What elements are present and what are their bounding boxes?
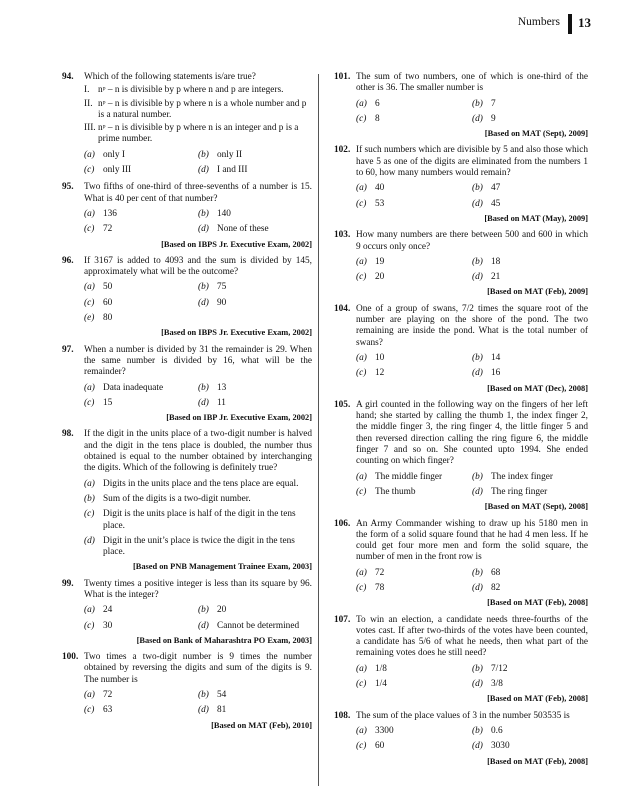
answer-option — [198, 621, 312, 632]
statement-item — [84, 85, 312, 96]
option-text: Data inadequate — [103, 382, 164, 393]
option-letter: (d) — [84, 535, 95, 546]
answer-option — [198, 690, 312, 701]
option-text: Sum of the digits is a two-digit number. — [103, 493, 251, 504]
answer-option — [472, 472, 588, 483]
answer-option — [472, 568, 588, 579]
answer-option — [198, 282, 312, 293]
option-letter: (a) — [356, 98, 367, 109]
option-text: 3300 — [375, 725, 394, 736]
answer-option — [356, 99, 472, 110]
answer-option — [356, 472, 472, 483]
option-text: 30 — [103, 620, 113, 631]
statement-text: nᵖ – n is divisible by p where n is an integer and p is a prime number. — [98, 123, 299, 145]
option-text: 6 — [375, 98, 380, 109]
answer-option — [472, 726, 588, 737]
answer-option — [472, 272, 588, 283]
question-block — [334, 615, 588, 705]
question-text: Two fifths of one-third of three-sevenths of a number is 15. What is 40 per cent of that number? — [84, 182, 312, 204]
option-letter: (a) — [84, 208, 95, 219]
option-letter: (d) — [198, 397, 209, 408]
option-text: 10 — [375, 352, 385, 363]
answer-option — [472, 257, 588, 268]
answer-option — [84, 224, 198, 235]
option-letter: (b) — [198, 690, 209, 701]
question-text: The sum of two numbers, one of which is one-third of the other is 36. The smaller number is — [356, 72, 588, 94]
answer-option — [356, 568, 472, 579]
option-text: 8 — [375, 113, 380, 124]
option-letter: (d) — [198, 165, 209, 176]
answer-option — [84, 383, 198, 394]
question-text: The sum of the place values of 3 in the number 503535 is — [356, 710, 570, 721]
question-text: Two times a two-digit number is 9 times the number obtained by reversing the digits and sum of the digits is 9. The number is — [84, 652, 312, 685]
option-text: 60 — [103, 297, 113, 308]
option-text: The ring finger — [491, 486, 548, 497]
answer-option — [84, 479, 312, 490]
option-text: 19 — [375, 256, 385, 267]
source-citation: [Based on MAT (Feb), 2008] — [487, 598, 588, 608]
answer-option — [84, 605, 198, 616]
option-text: I and III — [217, 165, 248, 176]
option-letter: (b) — [472, 471, 483, 482]
options-list — [356, 568, 588, 595]
answer-option — [472, 99, 588, 110]
question-block — [334, 400, 588, 513]
header-separator-bar — [568, 14, 572, 34]
question-block — [334, 711, 588, 767]
option-text: 60 — [375, 741, 385, 752]
answer-option — [84, 313, 198, 324]
option-text: only II — [217, 149, 243, 160]
option-letter: (b) — [472, 725, 483, 736]
option-letter: (b) — [472, 352, 483, 363]
answer-option — [356, 679, 472, 690]
statement-numeral: III. — [84, 123, 96, 134]
options-list — [84, 209, 312, 236]
option-text: 53 — [375, 198, 385, 209]
option-letter: (c) — [84, 165, 95, 176]
source-citation: [Based on IBPS Jr. Executive Exam, 2002] — [161, 239, 312, 249]
question-text: If such numbers which are divisible by 5 and also those which have 5 as one of the digits are eliminated from the numbers 1 to 60, how many numbers would remain? — [356, 145, 588, 179]
question-text: How many numbers are there between 500 and 600 in which 9 occurs only once? — [356, 230, 588, 252]
answer-option — [84, 282, 198, 293]
source-citation: [Based on PNB Management Trainee Exam, 2003] — [132, 562, 312, 572]
answer-option — [472, 114, 588, 125]
option-text: The index finger — [491, 471, 553, 482]
question-block — [334, 72, 588, 139]
option-letter: (d) — [472, 113, 483, 124]
option-letter: (c) — [356, 113, 367, 124]
option-text: 3/8 — [491, 679, 503, 690]
statement-numeral: II. — [84, 98, 93, 109]
option-text: 78 — [375, 582, 385, 593]
options-list — [356, 99, 588, 126]
source-citation: [Based on MAT (Dec), 2008] — [487, 383, 588, 393]
option-letter: (a) — [84, 382, 95, 393]
option-text: 82 — [491, 582, 501, 593]
question-text: Which of the following statements is/are true? — [84, 72, 256, 82]
option-letter: (b) — [84, 493, 95, 504]
option-letter: (b) — [472, 663, 483, 674]
answer-option — [472, 741, 588, 752]
option-letter: (a) — [356, 725, 367, 736]
left-column — [62, 72, 312, 737]
option-letter: (c) — [356, 679, 367, 690]
question-number: 105. — [334, 399, 351, 410]
question-number: 99. — [62, 578, 74, 589]
option-letter: (b) — [198, 605, 209, 616]
option-letter: (d) — [472, 198, 483, 209]
option-text: 12 — [375, 368, 385, 379]
options-list — [84, 605, 312, 632]
question-head — [334, 615, 588, 660]
option-letter: (d) — [198, 620, 209, 631]
option-text: 54 — [217, 690, 227, 701]
question-head — [62, 579, 312, 602]
question-block — [62, 429, 312, 572]
statement-item — [84, 99, 312, 122]
option-letter: (b) — [198, 382, 209, 393]
option-text: only I — [103, 149, 125, 160]
question-number: 96. — [62, 255, 74, 266]
source-citation: [Based on MAT (Feb), 2009] — [487, 287, 588, 297]
page-header — [0, 14, 638, 34]
answer-option — [84, 209, 198, 220]
answer-option — [84, 705, 198, 716]
answer-option — [84, 398, 198, 409]
chapter-title: Numbers — [517, 16, 560, 28]
question-head — [62, 345, 312, 379]
option-letter: (c) — [356, 368, 367, 379]
option-letter: (b) — [472, 183, 483, 194]
option-letter: (c) — [84, 705, 95, 716]
statement-text: nᵖ – n is divisible by p where n and p are integers. — [98, 85, 284, 96]
question-number: 97. — [62, 344, 74, 355]
answer-option — [84, 150, 198, 161]
options-list — [356, 353, 588, 380]
answer-option — [472, 664, 588, 675]
answer-option — [198, 150, 312, 161]
option-letter: (b) — [198, 282, 209, 293]
answer-option — [84, 621, 198, 632]
answer-option — [356, 353, 472, 364]
option-text: 24 — [103, 605, 113, 616]
question-head — [62, 72, 312, 83]
answer-option — [198, 209, 312, 220]
option-text: 80 — [103, 313, 113, 324]
option-text: 45 — [491, 198, 501, 209]
option-letter: (a) — [84, 605, 95, 616]
question-head — [62, 652, 312, 686]
option-letter: (a) — [356, 256, 367, 267]
options-list — [84, 479, 312, 559]
option-text: Digit is the units place is half of the digit in the tens place. — [103, 509, 296, 531]
answer-option — [472, 199, 588, 210]
option-text: The middle finger — [375, 471, 443, 482]
statement-list — [84, 85, 312, 145]
question-number: 103. — [334, 230, 351, 241]
answer-option — [84, 690, 198, 701]
option-text: 40 — [375, 183, 385, 194]
source-citation: [Based on IBP Jr. Executive Exam, 2002] — [166, 413, 312, 423]
question-text: An Army Commander wishing to draw up his 5180 men in the form of a solid square found that he had 4 men less. If he could get four more men and form the solid square, the number of men in the front row is — [356, 518, 588, 563]
answer-option — [356, 583, 472, 594]
question-head — [62, 256, 312, 279]
option-letter: (c) — [84, 509, 95, 520]
column-divider — [318, 74, 319, 786]
option-text: Digit in the unit’s place is twice the digit in the tens place. — [103, 535, 295, 558]
answer-option — [356, 487, 472, 498]
option-letter: (a) — [356, 471, 367, 482]
answer-option — [356, 257, 472, 268]
question-head — [62, 182, 312, 205]
option-text: 68 — [491, 567, 501, 578]
option-text: 50 — [103, 282, 113, 293]
option-text: 1/8 — [375, 663, 387, 674]
source-citation: [Based on Bank of Maharashtra PO Exam, 2003] — [136, 635, 312, 645]
answer-option — [84, 494, 312, 505]
question-text: One of a group of swans, 7/2 times the square root of the number are playing on the shore of the pond. The two remaining are inside the pond. What is the total number of swans? — [356, 303, 588, 348]
answer-option — [198, 165, 312, 176]
answer-option — [356, 741, 472, 752]
question-number: 108. — [334, 710, 351, 721]
question-head — [334, 230, 588, 253]
question-block — [334, 145, 588, 224]
option-letter: (b) — [198, 149, 209, 160]
answer-option — [472, 583, 588, 594]
question-block — [62, 652, 312, 731]
answer-option — [198, 224, 312, 235]
option-letter: (c) — [356, 486, 367, 497]
option-text: 90 — [217, 297, 227, 308]
answer-option — [198, 298, 312, 309]
option-text: Cannot be determined — [217, 620, 300, 631]
option-text: 15 — [103, 397, 113, 408]
option-text: 13 — [217, 382, 227, 393]
option-letter: (d) — [198, 705, 209, 716]
option-text: Digits in the units place and the tens place are equal. — [103, 478, 299, 489]
answer-option — [356, 368, 472, 379]
option-letter: (a) — [356, 567, 367, 578]
question-head — [334, 72, 588, 95]
question-block — [334, 230, 588, 297]
option-letter: (d) — [198, 224, 209, 235]
option-letter: (c) — [356, 272, 367, 283]
question-head — [62, 429, 312, 474]
option-text: 3030 — [491, 741, 510, 752]
option-letter: (c) — [356, 582, 367, 593]
options-list — [356, 472, 588, 499]
question-head — [334, 400, 588, 468]
statement-text: nᵖ – n is divisible by p where n is a whole number and p is a natural number. — [98, 98, 307, 120]
answer-option — [356, 114, 472, 125]
option-text: 16 — [491, 368, 501, 379]
answer-option — [472, 368, 588, 379]
option-text: The thumb — [375, 486, 416, 497]
answer-option — [198, 605, 312, 616]
question-text: When a number is divided by 31 the remainder is 29. When the same number is divided by 16, what will be the remainder? — [84, 344, 312, 378]
option-letter: (b) — [198, 208, 209, 219]
answer-option — [472, 183, 588, 194]
option-letter: (d) — [472, 486, 483, 497]
option-letter: (e) — [84, 313, 95, 324]
option-letter: (d) — [472, 368, 483, 379]
option-letter: (d) — [472, 272, 483, 283]
question-block — [62, 182, 312, 249]
answer-option — [356, 272, 472, 283]
option-text: 14 — [491, 352, 501, 363]
right-column — [334, 72, 588, 773]
answer-option — [198, 383, 312, 394]
option-letter: (a) — [356, 352, 367, 363]
question-block — [334, 519, 588, 609]
option-text: 72 — [103, 690, 113, 701]
question-number: 94. — [62, 72, 74, 82]
option-text: 72 — [103, 224, 113, 235]
option-letter: (a) — [84, 282, 95, 293]
option-text: 140 — [217, 208, 231, 219]
option-letter: (c) — [84, 297, 95, 308]
option-letter: (a) — [356, 183, 367, 194]
question-text: A girl counted in the following way on the fingers of her left hand; she started by calling the thumb 1, the index finger 2, the middle finger 3, the ring finger 4, the little finger 5 and then reversed direction calling the ring figure 6, the middle finger 7 and so on. She counted upto 1994. She ended counting on which finger? — [356, 399, 588, 467]
option-letter: (c) — [84, 620, 95, 631]
option-text: 9 — [491, 113, 496, 124]
answer-option — [356, 726, 472, 737]
statement-item — [84, 123, 312, 146]
option-letter: (c) — [356, 741, 367, 752]
options-list — [84, 383, 312, 410]
options-list — [356, 257, 588, 284]
question-number: 98. — [62, 429, 74, 440]
answer-option — [472, 679, 588, 690]
option-text: 81 — [217, 705, 227, 716]
option-letter: (a) — [84, 478, 95, 489]
options-list — [84, 690, 312, 717]
source-citation: [Based on MAT (May), 2009] — [484, 213, 588, 223]
source-citation: [Based on MAT (Sept), 2009] — [484, 129, 588, 139]
option-text: 21 — [491, 272, 501, 283]
option-text: 47 — [491, 183, 501, 194]
option-text: 1/4 — [375, 679, 387, 690]
option-text: 7 — [491, 98, 496, 109]
option-letter: (b) — [472, 98, 483, 109]
question-head — [334, 304, 588, 349]
answer-option — [356, 199, 472, 210]
question-number: 104. — [334, 303, 351, 314]
question-number: 95. — [62, 182, 74, 193]
question-number: 107. — [334, 614, 351, 625]
option-text: 0.6 — [491, 725, 503, 736]
options-list — [356, 183, 588, 210]
option-letter: (c) — [356, 198, 367, 209]
option-letter: (a) — [356, 663, 367, 674]
question-head — [334, 711, 588, 722]
statement-numeral: I. — [84, 85, 90, 96]
options-list — [84, 150, 312, 177]
question-block — [62, 345, 312, 424]
answer-option — [472, 487, 588, 498]
option-text: 7/12 — [491, 663, 508, 674]
options-list — [356, 726, 588, 753]
question-text: If the digit in the units place of a two-digit number is halved and the digit in the tens place is doubled, the number thus obtained is equal to the number obtained by interchanging the digits. Which of the following is definitely true? — [84, 429, 312, 474]
page-number: 13 — [578, 15, 591, 30]
answer-option — [198, 705, 312, 716]
answer-option — [356, 664, 472, 675]
option-text: None of these — [217, 224, 269, 235]
question-number: 102. — [334, 145, 351, 156]
source-citation: [Based on MAT (Sept), 2008] — [484, 502, 588, 512]
source-citation: [Based on MAT (Feb), 2010] — [211, 720, 312, 730]
answer-option — [356, 183, 472, 194]
option-letter: (d) — [472, 741, 483, 752]
answer-option — [472, 353, 588, 364]
answer-option — [84, 536, 312, 559]
question-block — [62, 579, 312, 646]
option-text: 63 — [103, 705, 113, 716]
question-text: Twenty times a positive integer is less than its square by 96. What is the integer? — [84, 578, 312, 600]
option-text: 136 — [103, 208, 117, 219]
option-text: 11 — [217, 397, 226, 408]
option-letter: (d) — [472, 679, 483, 690]
option-text: 20 — [375, 272, 385, 283]
question-number: 106. — [334, 518, 351, 529]
option-text: 75 — [217, 282, 227, 293]
answer-option — [84, 298, 198, 309]
option-text: 72 — [375, 567, 385, 578]
option-text: 18 — [491, 256, 501, 267]
option-letter: (c) — [84, 224, 95, 235]
option-letter: (b) — [472, 256, 483, 267]
option-letter: (d) — [198, 297, 209, 308]
source-citation: [Based on MAT (Feb), 2008] — [487, 694, 588, 704]
option-text: only III — [103, 165, 132, 176]
options-list — [84, 282, 312, 324]
source-citation: [Based on IBPS Jr. Executive Exam, 2002] — [161, 328, 312, 338]
option-text: 20 — [217, 605, 227, 616]
question-text: If 3167 is added to 4093 and the sum is divided by 145, approximately what will be the outcome? — [84, 255, 312, 278]
question-number: 101. — [334, 72, 351, 82]
question-head — [334, 145, 588, 179]
option-letter: (c) — [84, 397, 95, 408]
source-citation: [Based on MAT (Feb), 2008] — [487, 756, 588, 766]
options-list — [356, 664, 588, 691]
question-text: To win an election, a candidate needs three-fourths of the votes cast. If after two-thirds of the votes have been counted, a candidate has 5/6 of what he needs, then what part of the remaining votes does he still need? — [356, 614, 588, 659]
option-letter: (a) — [84, 690, 95, 701]
option-letter: (d) — [472, 582, 483, 593]
question-block — [334, 304, 588, 394]
question-head — [334, 519, 588, 564]
question-number: 100. — [62, 652, 79, 663]
answer-option — [198, 398, 312, 409]
option-letter: (a) — [84, 149, 95, 160]
option-letter: (b) — [472, 567, 483, 578]
answer-option — [84, 165, 198, 176]
question-block — [62, 256, 312, 339]
question-block — [62, 72, 312, 176]
answer-option — [84, 509, 312, 532]
